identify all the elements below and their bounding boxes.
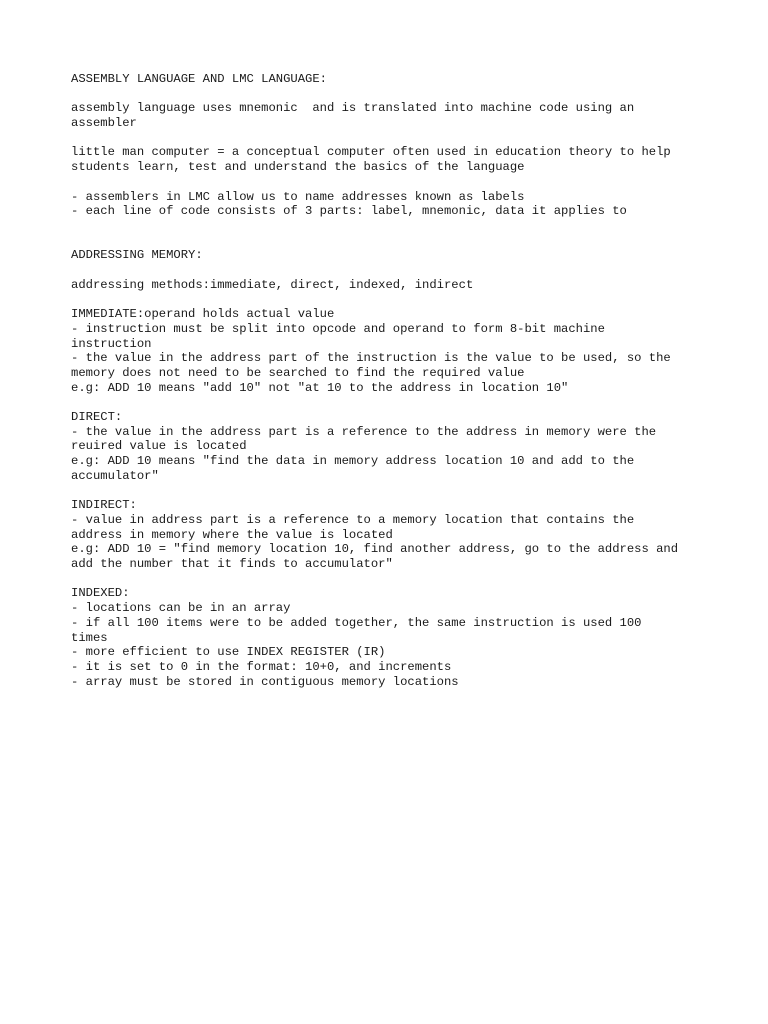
paragraph-addressing-methods (71, 278, 711, 293)
bullet-line: - assemblers in LMC allow us to name addresses known as labels (71, 189, 525, 204)
section-heading-assembly: ASSEMBLY LANGUAGE AND LMC LANGUAGE: (71, 72, 327, 86)
text-line: - the value in the address part is a reference to the address in memory were the (71, 424, 657, 439)
section-heading-immediate: IMMEDIATE:operand holds actual value (71, 307, 335, 322)
text-line: students learn, test and understand the basics of the language (71, 160, 525, 175)
text-line: assembly language uses mnemonic and is translated into machine code using an (71, 101, 635, 116)
section-heading-indirect: INDIRECT: (71, 498, 137, 513)
text-line: memory does not need to be searched to find the required value (71, 365, 525, 380)
text-line: instruction (71, 336, 152, 351)
text-line: times (71, 630, 108, 645)
text-line: - array must be stored in contiguous memory locations (71, 674, 459, 689)
section-indexed (71, 586, 711, 689)
text-line: e.g: ADD 10 means "find the data in memory address location 10 and add to the (71, 454, 635, 469)
section-immediate (71, 307, 711, 395)
section-addressing-heading-block (71, 248, 711, 263)
text-line: - instruction must be split into opcode and operand to form 8-bit machine (71, 321, 605, 336)
text-line: - more efficient to use INDEX REGISTER (IR) (71, 645, 386, 660)
paragraph-lmc-notes (71, 190, 711, 219)
section-heading-addressing: ADDRESSING MEMORY: (71, 248, 203, 263)
section-indirect (71, 498, 711, 572)
section-heading-indexed: INDEXED: (71, 586, 130, 601)
bullet-line: - each line of code consists of 3 parts: label, mnemonic, data it applies to (71, 204, 627, 219)
text-line: - the value in the address part of the instruction is the value to be used, so the (71, 351, 671, 366)
text-line: assembler (71, 116, 137, 131)
text-line: little man computer = a conceptual computer often used in education theory to help (71, 145, 671, 160)
text-line: - locations can be in an array (71, 601, 291, 616)
document-page (71, 72, 711, 704)
text-line: addressing methods:immediate, direct, indexed, indirect (71, 277, 474, 292)
section-heading-direct: DIRECT: (71, 410, 123, 425)
text-line: address in memory where the value is located (71, 527, 393, 542)
text-line: reuired value is located (71, 439, 247, 454)
section-assembly-heading-block (71, 72, 711, 87)
section-direct (71, 410, 711, 484)
text-line: add the number that it finds to accumulator" (71, 557, 393, 572)
text-line: e.g: ADD 10 means "add 10" not "at 10 to the address in location 10" (71, 380, 569, 395)
text-line: - if all 100 items were to be added together, the same instruction is used 100 (71, 615, 642, 630)
text-line: accumulator" (71, 468, 159, 483)
paragraph-lmc-definition (71, 145, 711, 174)
paragraph-assembly-definition (71, 101, 711, 130)
text-line: - value in address part is a reference to a memory location that contains the (71, 512, 635, 527)
text-line: - it is set to 0 in the format: 10+0, and increments (71, 659, 452, 674)
text-line: e.g: ADD 10 = "find memory location 10, find another address, go to the address and (71, 542, 679, 557)
